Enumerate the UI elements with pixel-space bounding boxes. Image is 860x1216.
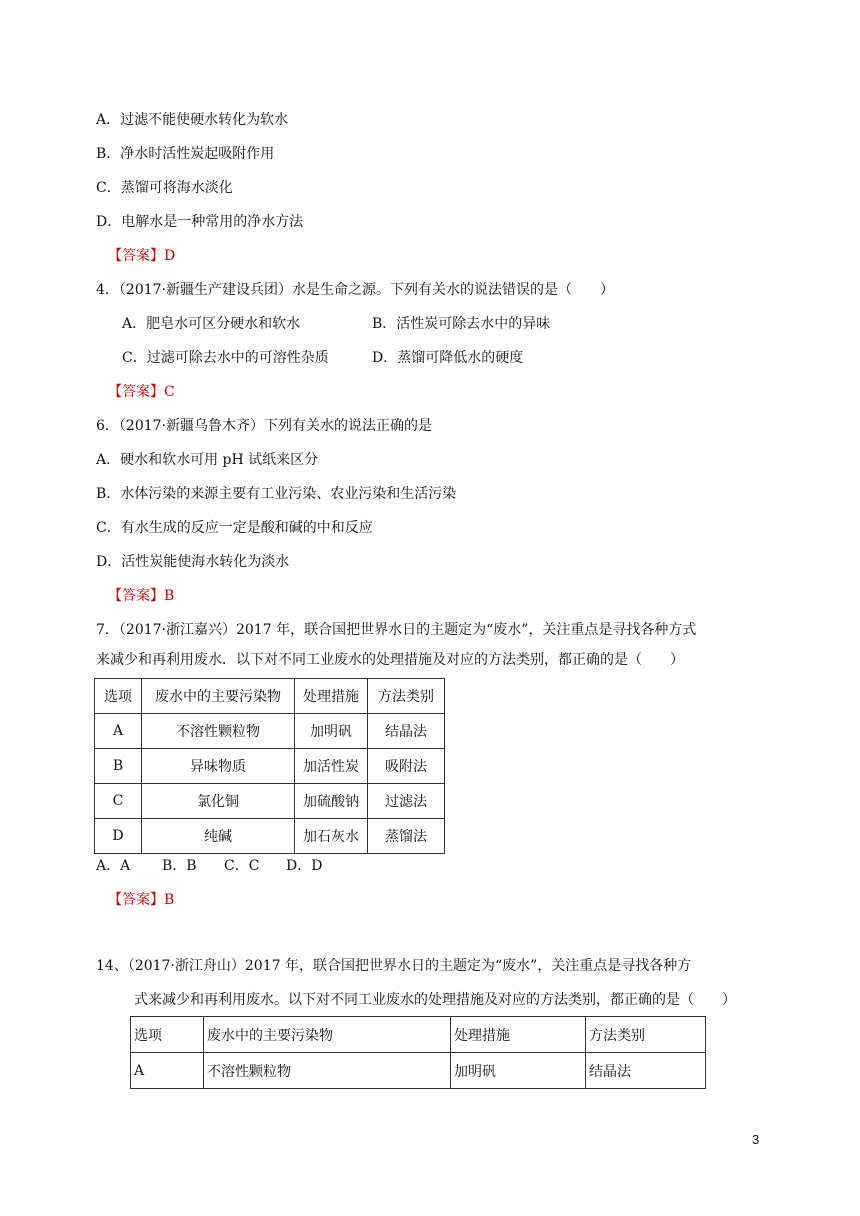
table-row xyxy=(131,1053,706,1089)
table-cell: 加明矾 xyxy=(295,714,368,749)
table-cell: 加明矾 xyxy=(451,1053,586,1089)
question-7-choice-d: D．D xyxy=(286,858,323,874)
question-4-option-c: C．过滤可除去水中的可溶性杂质 xyxy=(122,350,329,366)
option-d: D．电解水是一种常用的净水方法 xyxy=(96,214,304,230)
answer-value: B xyxy=(164,892,175,908)
table-cell: C xyxy=(95,784,142,819)
question-7-choice-c: C．C xyxy=(224,858,260,874)
table-cell: B xyxy=(95,749,142,784)
table-cell: D xyxy=(95,819,142,854)
question-4-option-d: D．蒸馏可降低水的硬度 xyxy=(372,350,524,366)
answer-label: 【答案】 xyxy=(108,892,164,908)
table-row xyxy=(95,749,445,784)
table-cell: 纯碱 xyxy=(142,819,295,854)
answer-value: B xyxy=(164,588,175,604)
question-4-option-a: A．肥皂水可区分硬水和软水 xyxy=(122,316,301,332)
question-14-table xyxy=(130,1016,706,1089)
page-number: 3 xyxy=(752,1132,760,1147)
answer-line xyxy=(108,246,175,266)
answer-label: 【答案】 xyxy=(108,588,164,604)
option-a: A．过滤不能使硬水转化为软水 xyxy=(96,112,289,128)
table-header-cell: 处理措施 xyxy=(295,679,368,714)
table-cell: 加活性炭 xyxy=(295,749,368,784)
table-cell: 过滤法 xyxy=(368,784,445,819)
table-cell: 异味物质 xyxy=(142,749,295,784)
table-cell: 加石灰水 xyxy=(295,819,368,854)
answer-value: C xyxy=(164,384,175,400)
table-row xyxy=(95,714,445,749)
table-header-row xyxy=(95,679,445,714)
question-14-stem-line2: 式来减少和再利用废水。以下对不同工业废水的处理措施及对应的方法类别，都正确的是（ ） xyxy=(134,992,736,1008)
table-header-cell: 废水中的主要污染物 xyxy=(142,679,295,714)
question-4-stem: 4．（2017·新疆生产建设兵团）水是生命之源。下列有关水的说法错误的是（ ） xyxy=(96,282,614,298)
question-7-choice-a: A．A xyxy=(96,858,131,874)
question-6-stem: 6．（2017·新疆乌鲁木齐）下列有关水的说法正确的是 xyxy=(96,418,432,434)
question-4-option-b: B．活性炭可除去水中的异味 xyxy=(372,316,551,332)
table-header-cell: 处理措施 xyxy=(451,1017,586,1053)
question-6-option-a: A．硬水和软水可用 pH 试纸来区分 xyxy=(96,452,319,468)
question-7-answer xyxy=(108,890,174,910)
table-header-cell: 方法类别 xyxy=(368,679,445,714)
table-cell: 结晶法 xyxy=(368,714,445,749)
table-cell: A xyxy=(95,714,142,749)
question-6-option-d: D．活性炭能使海水转化为淡水 xyxy=(96,554,290,570)
question-7-choice-b: B．B xyxy=(162,858,197,874)
table-cell: 不溶性颗粒物 xyxy=(142,714,295,749)
table-header-row xyxy=(131,1017,706,1053)
question-6-answer xyxy=(108,586,174,606)
question-14-stem-line1: 14、（2017·浙江舟山）2017 年，联合国把世界水日的主题定为“废水”，关注重点是寻找各种方 xyxy=(96,958,692,974)
answer-value: D xyxy=(164,248,176,264)
table-cell: 结晶法 xyxy=(586,1053,706,1089)
table-header-cell: 废水中的主要污染物 xyxy=(204,1017,451,1053)
question-4-answer xyxy=(108,382,175,402)
table-cell: 蒸馏法 xyxy=(368,819,445,854)
table-cell: 不溶性颗粒物 xyxy=(204,1053,451,1089)
option-b: B．净水时活性炭起吸附作用 xyxy=(96,146,275,162)
table-header-cell: 选项 xyxy=(95,679,142,714)
table-header-cell: 选项 xyxy=(131,1017,204,1053)
question-7-table xyxy=(94,678,445,854)
table-cell: 吸附法 xyxy=(368,749,445,784)
table-cell: 氯化铜 xyxy=(142,784,295,819)
answer-label: 【答案】 xyxy=(108,384,164,400)
table-cell: A xyxy=(131,1053,204,1089)
table-row xyxy=(95,819,445,854)
question-6-option-b: B．水体污染的来源主要有工业污染、农业污染和生活污染 xyxy=(96,486,457,502)
table-row xyxy=(95,784,445,819)
option-c: C．蒸馏可将海水淡化 xyxy=(96,180,233,196)
answer-label: 【答案】 xyxy=(108,248,164,264)
question-6-option-c: C．有水生成的反应一定是酸和碱的中和反应 xyxy=(96,520,373,536)
table-header-cell: 方法类别 xyxy=(586,1017,706,1053)
table-cell: 加硫酸钠 xyxy=(295,784,368,819)
question-7-stem-line2: 来减少和再利用废水．以下对不同工业废水的处理措施及对应的方法类别，都正确的是（ ） xyxy=(96,652,684,668)
question-7-stem-line1: 7．（2017·浙江嘉兴）2017 年，联合国把世界水日的主题定为“废水”，关注重点是寻找各种方式 xyxy=(96,622,697,638)
